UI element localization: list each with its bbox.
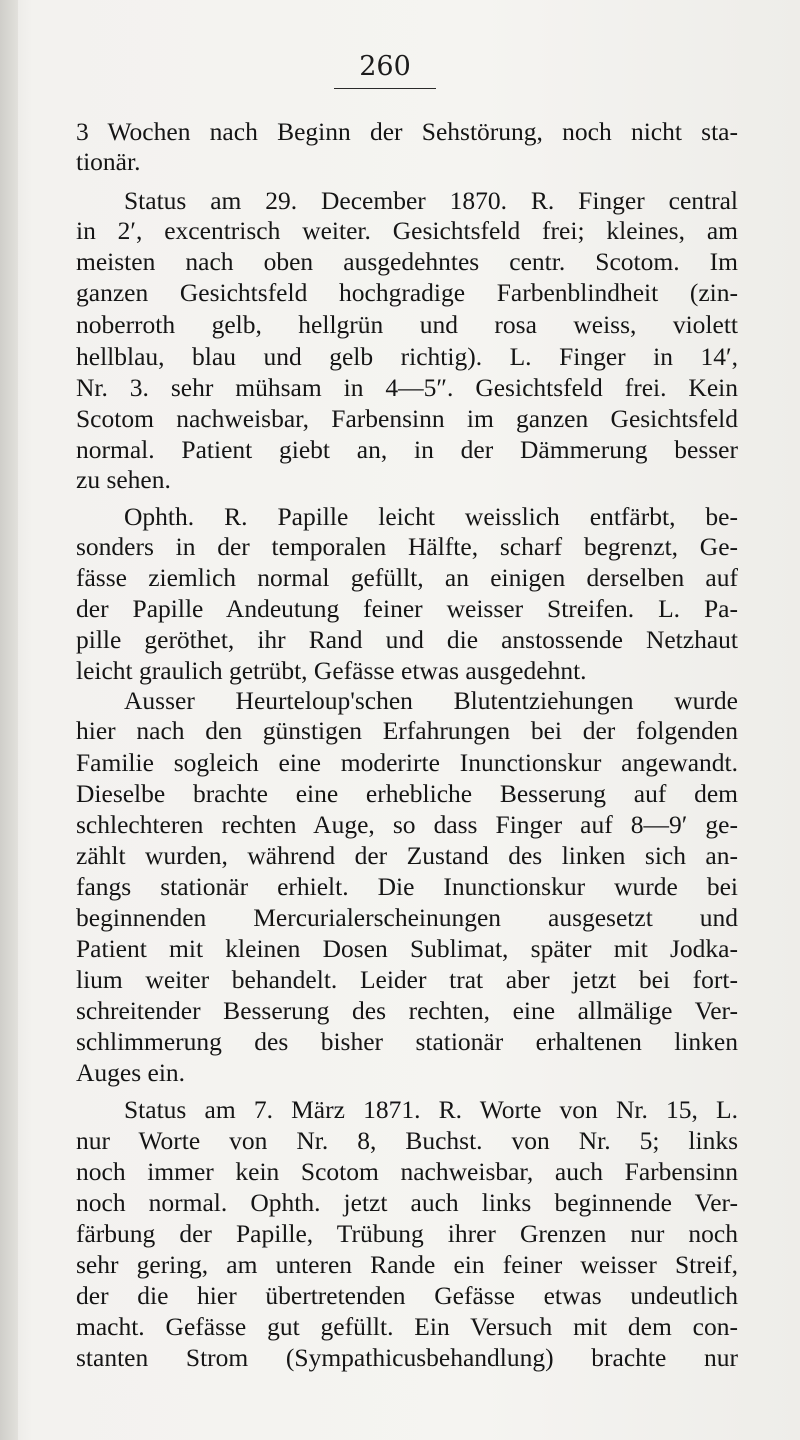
text-line: leicht graulich getrübt, Gefässe etwas ausgedehnt. [76,656,587,685]
text-line: nur Worte von Nr. 8, Buchst. von Nr. 5; links [76,1126,738,1155]
text-line: Scotom nachweisbar, Farbensinn im ganzen Gesichtsfeld [76,404,738,433]
text-line: hellblau, blau und gelb richtig). L. Finger in 14′, [76,342,738,371]
text-line: noch immer kein Scotom nachweisbar, auch Farbensinn [76,1157,738,1186]
text-line: schlechteren rechten Auge, so dass Finger auf 8—9′ ge- [76,810,738,839]
text-line: ganzen Gesichtsfeld hochgradige Farbenblindheit (zin- [76,278,738,307]
text-line: Patient mit kleinen Dosen Sublimat, später mit Jodka- [76,934,738,963]
text-line: in 2′, excentrisch weiter. Gesichtsfeld frei; kleines, am [76,216,738,245]
page-number: 260 [359,51,411,82]
text-line: Status am 29. December 1870. R. Finger central [124,186,738,215]
text-line: Ophth. R. Papille leicht weisslich entfärbt, be- [124,502,738,531]
text-line: hier nach den günstigen Erfahrungen bei der folgenden [76,716,738,745]
text-line: Dieselbe brachte eine erhebliche Besserung auf dem [76,779,738,808]
text-line: lium weiter behandelt. Leider trat aber jetzt bei fort- [76,965,738,994]
text-line: fangs stationär erhielt. Die Inunctionskur wurde bei [76,872,738,901]
page-number-rule [334,88,436,89]
text-line: macht. Gefässe gut gefüllt. Ein Versuch mit dem con- [76,1312,738,1341]
text-line: 3 Wochen nach Beginn der Sehstörung, noch nicht sta- [76,117,738,146]
text-line: noch normal. Ophth. jetzt auch links beginnende Ver- [76,1188,738,1217]
text-line: Nr. 3. sehr mühsam in 4—5″. Gesichtsfeld frei. Kein [76,373,738,402]
text-line: meisten nach oben ausgedehntes centr. Scotom. Im [76,247,738,276]
text-line: schlimmerung des bisher stationär erhaltenen linken [76,1027,738,1056]
text-line: tionär. [76,147,141,176]
text-line: der Papille Andeutung feiner weisser Streifen. L. Pa- [76,594,738,623]
text-line: noberroth gelb, hellgrün und rosa weiss, violett [76,310,738,339]
text-line: fässe ziemlich normal gefüllt, an einigen derselben auf [76,563,738,592]
text-line: Status am 7. März 1871. R. Worte von Nr. 15, L. [124,1095,738,1124]
text-line: pille geröthet, ihr Rand und die anstossende Netzhaut [76,625,738,654]
text-line: der die hier übertretenden Gefässe etwas undeutlich [76,1281,738,1310]
text-line: sehr gering, am unteren Rande ein feiner weisser Streif, [76,1250,738,1279]
text-line: Familie sogleich eine moderirte Inunctionskur angewandt. [76,748,738,777]
text-line: zu sehen. [76,465,171,494]
text-line: zählt wurden, während der Zustand des linken sich an- [76,841,738,870]
text-line: beginnenden Mercurialerscheinungen ausgesetzt und [76,903,738,932]
text-line: färbung der Papille, Trübung ihrer Grenzen nur noch [76,1219,738,1248]
text-line: Ausser Heurteloup'schen Blutentziehungen wurde [124,686,738,715]
text-line: normal. Patient giebt an, in der Dämmerung besser [76,435,738,464]
text-line: Auges ein. [76,1058,186,1087]
page-gutter [0,0,18,1440]
text-line: sonders in der temporalen Hälfte, scharf begrenzt, Ge- [76,532,738,561]
text-line: schreitender Besserung des rechten, eine allmälige Ver- [76,996,738,1025]
text-line: stanten Strom (Sympathicusbehandlung) brachte nur [76,1343,738,1372]
